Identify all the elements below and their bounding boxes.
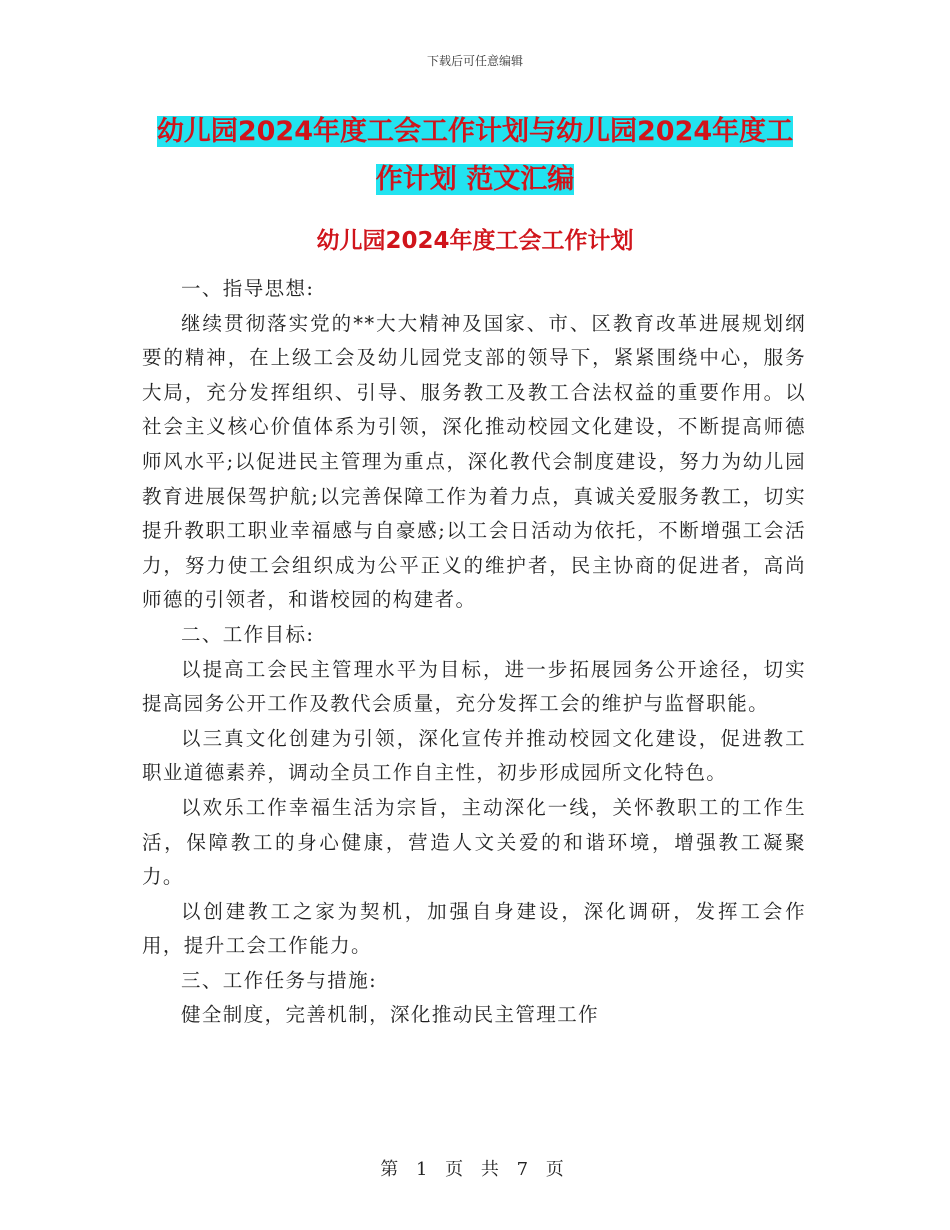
document-title-line-1: 幼儿园2024年度工会工作计划与幼儿园2024年度工 — [156, 116, 794, 147]
document-title-line-2: 作计划 范文汇编 — [375, 164, 575, 195]
paragraph-goal-1: 以提高工会民主管理水平为目标，进一步拓展园务公开途径，切实提高园务公开工作及教代会质量，充分发挥工会的维护与监督职能。 — [142, 657, 806, 716]
heading-tasks-measures: 三、工作任务与措施: — [181, 968, 378, 992]
section-title: 幼儿园2024年度工会工作计划 — [316, 228, 634, 254]
paragraph-goal-2: 以三真文化创建为引领，深化宣传并推动校园文化建设，促进教工职业道德素养，调动全员工作自主性，初步形成园所文化特色。 — [142, 726, 806, 785]
paragraph-goal-4: 以创建教工之家为契机，加强自身建设，深化调研，发挥工会作用，提升工会工作能力。 — [142, 899, 806, 958]
document-title — [140, 108, 810, 204]
heading-guiding-thought: 一、指导思想: — [181, 277, 315, 300]
paragraph-task-1: 健全制度，完善机制，深化推动民主管理工作 — [181, 1003, 600, 1027]
header-note: 下载后可任意编辑 — [426, 54, 523, 68]
document-body — [142, 272, 806, 1033]
paragraph-guiding-thought: 继续贯彻落实党的**大大精神及国家、市、区教育改革进展规划纲要的精神，在上级工会及幼儿园党支部的领导下，紧紧围绕中心，服务大局，充分发挥组织、引导、服务教工及教工合法权益的重要作用。以社会主义核心价值体系为引领，深化推动校园文化建设，不断提高师德师风水平;以促进民主管理为重点，深化教代会制度建设，努力为幼儿园教育进展保驾护航;以完善保障工作为着力点，真诚关爱服务教工，切实提升教职工职业幸福感与自豪感;以工会日活动为依托，不断增强工会活力，努力使工会组织成为公平正义的维护者，民主协商的促进者，高尚师德的引领者，和谐校园的构建者。 — [142, 311, 806, 612]
paragraph-goal-3: 以欢乐工作幸福生活为宗旨，主动深化一线，关怀教职工的工作生活，保障教工的身心健康，营造人文关爱的和谐环境，增强教工凝聚力。 — [142, 795, 806, 889]
heading-work-goals: 二、工作目标: — [181, 622, 315, 646]
page-number: 第 1 页 共 7 页 — [380, 1159, 570, 1180]
